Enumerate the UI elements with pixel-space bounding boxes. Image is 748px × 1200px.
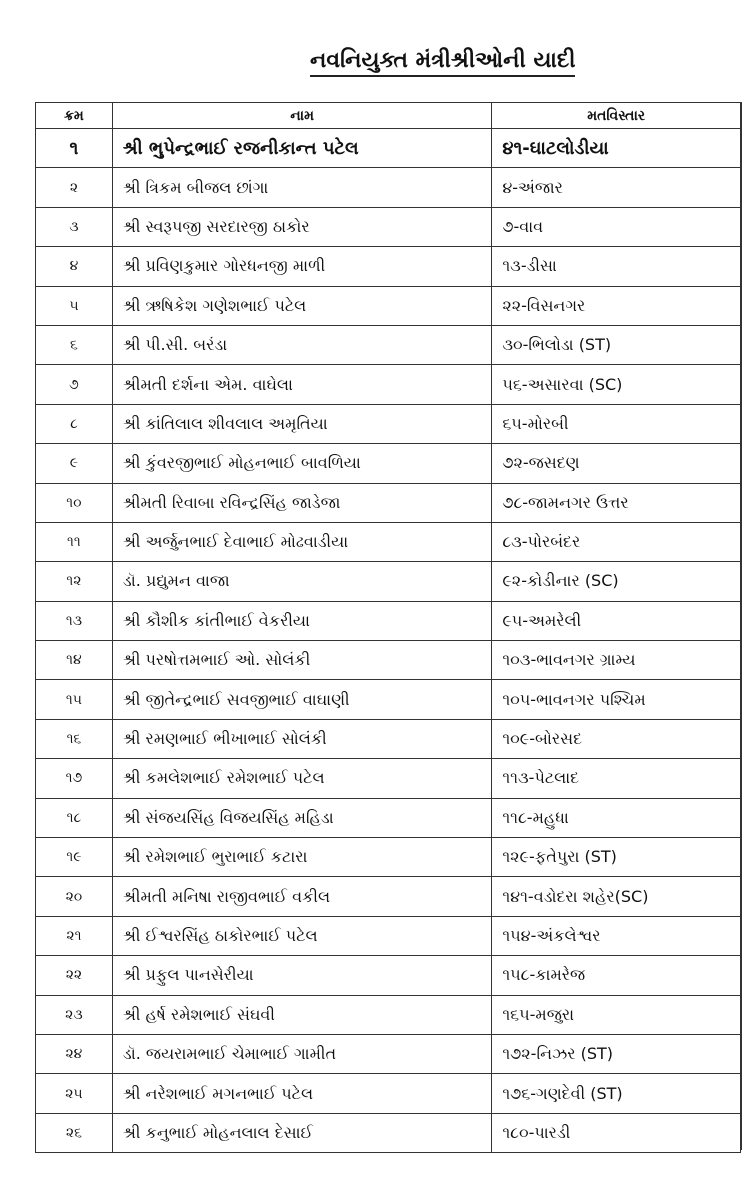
row-constituency: ૩૦-ભિલોડા (ST) [492, 325, 741, 364]
row-name: શ્રી કનુભાઈ મોહનલાલ દેસાઈ [112, 1113, 491, 1152]
row-constituency: ૯૨-કોડીનાર (SC) [492, 562, 741, 601]
table-row [36, 956, 741, 995]
table-row [36, 1074, 741, 1113]
row-name: શ્રી જીતેન્દ્રભાઈ સવજીભાઈ વાઘાણી [112, 680, 491, 719]
table-row [36, 1034, 741, 1073]
row-num: ૨૩ [36, 995, 113, 1034]
row-num: ૧ [36, 129, 113, 168]
row-name: શ્રી પી.સી. બરંડા [112, 325, 491, 364]
row-constituency: ૧૨૯-ફતેપુરા (ST) [492, 838, 741, 877]
row-constituency: ૫૬-અસારવા (SC) [492, 365, 741, 404]
row-constituency: ૭-વાવ [492, 207, 741, 246]
row-num: ૨૦ [36, 877, 113, 916]
row-num: ૬ [36, 325, 113, 364]
row-num: ૨૧ [36, 916, 113, 955]
row-name: શ્રી ભુપેન્દ્રભાઈ રજનીકાન્ત પટેલ [112, 129, 491, 168]
table-row [36, 129, 741, 168]
row-name: શ્રી પરષોત્તમભાઈ ઓ. સોલંકી [112, 641, 491, 680]
table-row [36, 483, 741, 522]
table-row [36, 444, 741, 483]
row-name: શ્રી ઋષિકેશ ગણેશભાઈ પટેલ [112, 286, 491, 325]
row-name: શ્રીમતી રિવાબા રવિન્દ્રસિંહ જાડેજા [112, 483, 491, 522]
row-name: શ્રી સ્વરૂપજી સરદારજી ઠાકોર [112, 207, 491, 246]
row-num: ૩ [36, 207, 113, 246]
row-constituency: ૧૪૧-વડોદરા શહેર(SC) [492, 877, 741, 916]
row-constituency: ૨૨-વિસનગર [492, 286, 741, 325]
row-name: શ્રી નરેશભાઈ મગનભાઈ પટેલ [112, 1074, 491, 1113]
row-name: ડૉ. જયરામભાઈ ચેમાભાઈ ગામીત [112, 1034, 491, 1073]
table-row [36, 641, 741, 680]
table-row [36, 601, 741, 640]
ministers-table [35, 102, 741, 1153]
row-num: ૭ [36, 365, 113, 404]
row-name: શ્રી પ્રફુલ પાનસેરીયા [112, 956, 491, 995]
header-name: નામ [112, 103, 491, 129]
page-title: નવનિયુક્ત મંત્રીશ્રીઓની યાદી [310, 48, 575, 77]
row-num: ૧૧ [36, 522, 113, 561]
row-constituency: ૭૮-જામનગર ઉત્તર [492, 483, 741, 522]
row-num: ૯ [36, 444, 113, 483]
row-constituency: ૧૮૦-પારડી [492, 1113, 741, 1152]
table-row [36, 759, 741, 798]
row-name: શ્રી રમણભાઈ ભીખાભાઈ સોલંકી [112, 719, 491, 758]
table-row [36, 838, 741, 877]
row-constituency: ૪૧-ઘાટલોડીયા [492, 129, 741, 168]
row-constituency: ૧૭૨-નિઝર (ST) [492, 1034, 741, 1073]
row-name: શ્રી સંજયસિંહ વિજયસિંહ મહિડા [112, 798, 491, 837]
row-num: ૧૦ [36, 483, 113, 522]
row-num: ૨ [36, 168, 113, 207]
row-num: ૧૭ [36, 759, 113, 798]
row-constituency: ૭૨-જસદણ [492, 444, 741, 483]
row-name: શ્રીમતી મનિષા રાજીવભાઈ વકીલ [112, 877, 491, 916]
row-constituency: ૧૫૪-અંકલેશ્વર [492, 916, 741, 955]
row-constituency: ૧૫૮-કામરેજ [492, 956, 741, 995]
row-num: ૨૬ [36, 1113, 113, 1152]
row-num: ૧૪ [36, 641, 113, 680]
row-constituency: ૧૭૬-ગણદેવી (ST) [492, 1074, 741, 1113]
table-row [36, 719, 741, 758]
row-constituency: ૧૦૯-બોરસદ [492, 719, 741, 758]
row-name: શ્રીમતી દર્શના એમ. વાઘેલા [112, 365, 491, 404]
table-row [36, 877, 741, 916]
table-row [36, 286, 741, 325]
row-num: ૨૫ [36, 1074, 113, 1113]
table-row [36, 1113, 741, 1152]
row-num: ૮ [36, 404, 113, 443]
row-name: શ્રી રમેશભાઈ ભુરાભાઈ કટારા [112, 838, 491, 877]
row-constituency: ૧૬૫-મજુરા [492, 995, 741, 1034]
row-constituency: ૧૧૩-પેટલાદ [492, 759, 741, 798]
header-num: ક્રમ [36, 103, 113, 129]
table-row [36, 247, 741, 286]
table-row [36, 404, 741, 443]
row-name: શ્રી કાંતિલાલ શીવલાલ અમૃતિયા [112, 404, 491, 443]
row-constituency: ૪-અંજાર [492, 168, 741, 207]
row-name: શ્રી ત્રિકમ બીજલ છાંગા [112, 168, 491, 207]
row-num: ૪ [36, 247, 113, 286]
table-header-row [36, 103, 741, 129]
row-constituency: ૧૦૩-ભાવનગર ગ્રામ્ય [492, 641, 741, 680]
row-num: ૧૬ [36, 719, 113, 758]
row-num: ૫ [36, 286, 113, 325]
table-row [36, 798, 741, 837]
row-num: ૧૩ [36, 601, 113, 640]
row-num: ૧૫ [36, 680, 113, 719]
header-constituency: મતવિસ્તાર [492, 103, 741, 129]
table-row [36, 325, 741, 364]
row-num: ૧૯ [36, 838, 113, 877]
row-constituency: ૮૩-પોરબંદર [492, 522, 741, 561]
row-name: શ્રી કમલેશભાઈ રમેશભાઈ પટેલ [112, 759, 491, 798]
row-num: ૧૨ [36, 562, 113, 601]
row-constituency: ૧૦૫-ભાવનગર પશ્ચિમ [492, 680, 741, 719]
row-constituency: ૧૧૮-મહુધા [492, 798, 741, 837]
row-constituency: ૧૩-ડીસા [492, 247, 741, 286]
row-name: શ્રી કુંવરજીભાઈ મોહનભાઈ બાવળિયા [112, 444, 491, 483]
table-row [36, 562, 741, 601]
row-num: ૨૨ [36, 956, 113, 995]
row-name: શ્રી હર્ષ રમેશભાઈ સંઘવી [112, 995, 491, 1034]
table-row [36, 916, 741, 955]
row-num: ૧૮ [36, 798, 113, 837]
row-constituency: ૬૫-મોરબી [492, 404, 741, 443]
row-name: શ્રી કૌશીક કાંતીભાઈ વેકરીયા [112, 601, 491, 640]
row-name: શ્રી ઈશ્વરસિંહ ઠાકોરભાઈ પટેલ [112, 916, 491, 955]
table-row [36, 995, 741, 1034]
table-extra-column-edge [741, 102, 748, 1150]
table-row [36, 365, 741, 404]
table-row [36, 680, 741, 719]
table-row [36, 207, 741, 246]
row-constituency: ૯૫-અમરેલી [492, 601, 741, 640]
table-row [36, 168, 741, 207]
row-name: શ્રી પ્રવિણકુમાર ગોરધનજી માળી [112, 247, 491, 286]
row-name: શ્રી અર્જુનભાઈ દેવાભાઈ મોઢવાડીયા [112, 522, 491, 561]
row-num: ૨૪ [36, 1034, 113, 1073]
table-row [36, 522, 741, 561]
row-name: ડૉ. પ્રદ્યુમન વાજા [112, 562, 491, 601]
